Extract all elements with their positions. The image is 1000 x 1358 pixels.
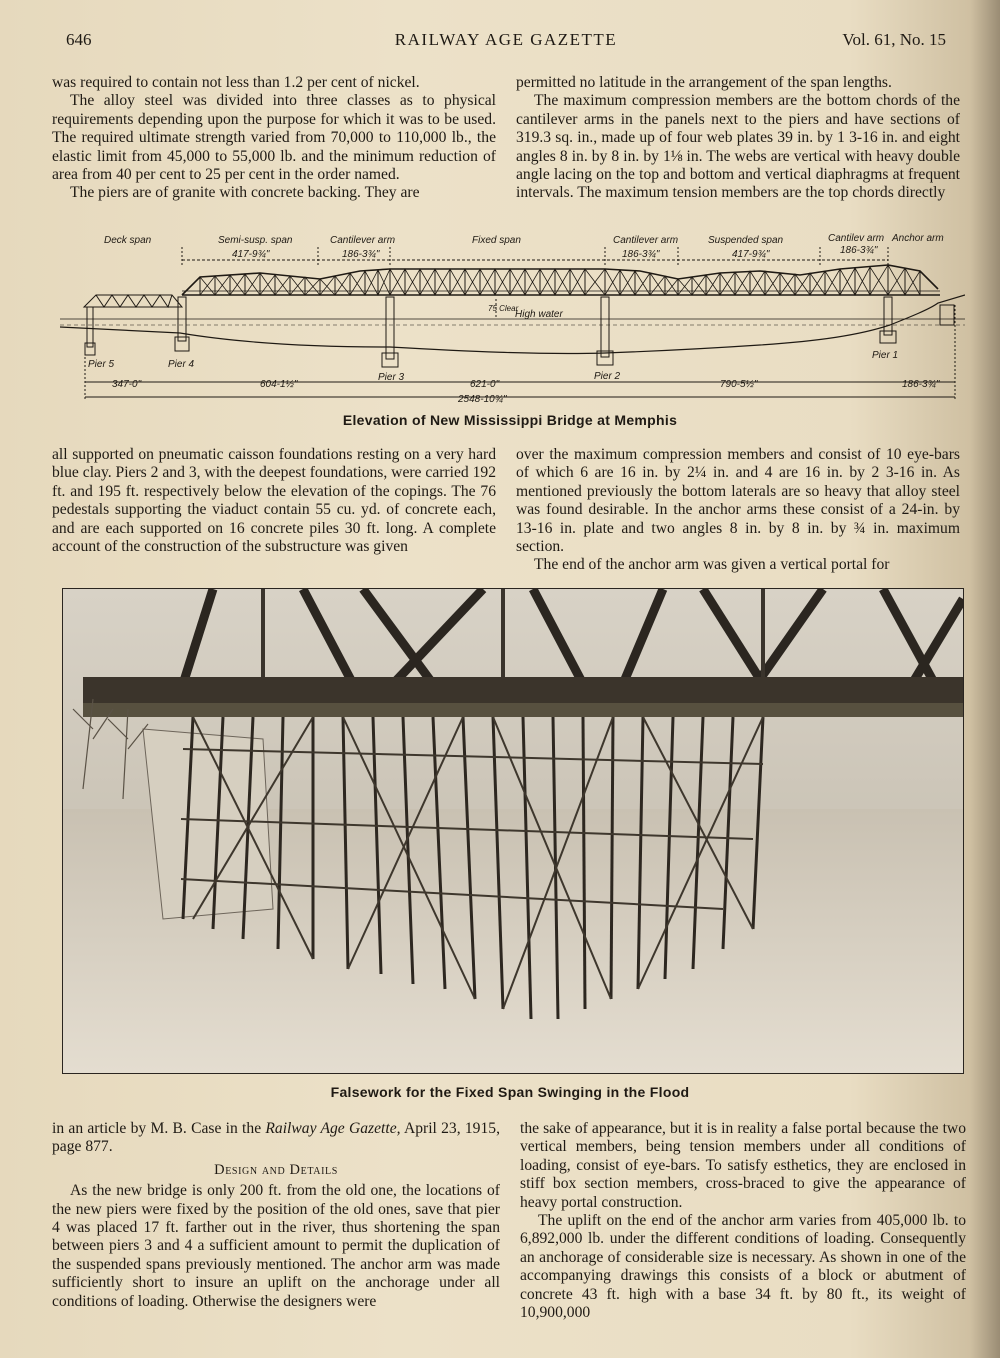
journal-title: RAILWAY AGE GAZETTE [394,30,618,49]
paragraph: the sake of appearance, but it is in reality a false portal because the two vertical members, being tension members under all conditions of loading, consist of eye-bars. To satisfy esthetics, they are enclosed in stiff box section members, cross-braced to give the appearance of heavy portal construction. [520,1120,966,1211]
dimension-label: 347-0" [112,379,142,390]
paragraph: As the new bridge is only 200 ft. from the old one, the locations of the new piers were fixed by the position of the old ones, save that pier 4 was placed 17 ft. farther out in the river, thus shortening the span between piers 3 and 4 a sufficient amount to permit the duplication of the suspended spans previously mentioned. The anchor arm was made sufficiently short to insure an uplift on the anchorage under all conditions of loading. Otherwise the designers were [52,1182,500,1310]
page-number: 646 [66,30,92,49]
dimension-label: 186-3¾" [902,379,940,390]
pier-label: Pier 3 [378,372,405,383]
paragraph [52,1120,500,1157]
high-water-label: High water [515,309,563,320]
right-column-top [516,74,960,203]
right-column-middle [516,446,960,575]
total-length-label: 2548-10¾" [458,394,507,405]
paragraph: The maximum compression members are the bottom chords of the cantilever arms in the panels next to the piers and have sections of 319.3 sq. in., made up of four web plates 39 in. by 1 3-16 in. and eight angles 8 in. by 8 in. by 1⅛ in. The webs are vertical with heavy double angle lacing on the top and bottom and vertical diaphragms at frequent intervals. The maximum tension members are the top chords directly [516,92,960,202]
left-column-bottom [52,1120,500,1311]
left-column-top [52,74,496,203]
pier-label: Pier 2 [594,371,621,382]
dimension-label: 621-0" [470,379,500,390]
dimension-label: 186-3¾" [622,249,660,260]
paragraph: The uplift on the end of the anchor arm varies from 405,000 lb. to 6,892,000 lb. under the different conditions of loading. Consequently an anchorage of considerable size is necessary. As shown in one of the accompanying drawings this consists of a block or abutment of concrete 43 ft. high with a base 34 ft. by 80 ft., its weight of 10,900,000 [520,1212,966,1322]
span-label: Cantilever arm [330,235,396,246]
volume-number: Vol. 61, No. 15 [842,30,946,49]
span-label: Anchor arm [892,233,944,244]
span-label: Cantilev arm [828,233,885,244]
right-column-bottom [520,1120,966,1322]
left-column-middle [52,446,496,556]
paragraph: The end of the anchor arm was given a vertical portal for [534,556,890,574]
dimension-label: 417-9¾" [232,249,270,260]
section-heading: Design and Details [214,1161,338,1178]
journal-reference: Railway Age Gazette, [265,1120,401,1137]
paragraph: all supported on pneumatic caisson foundations resting on a very hard blue clay. Piers 2 and 3, with the deepest foundations, were carried 192 ft. and 195 ft. respectively below the elevation of the copings. The 76 pedestals supporting the viaduct contain 55 cu. yd. of concrete each, and are each supported on 16 concrete piles 30 ft. long. A complete account of the construction of the substructure was given [52,446,496,556]
paragraph: over the maximum compression members and consist of 10 eye-bars of which 6 are 16 in. by 2¼ in. and 4 are 16 in. by 2 3-16 in. As mentioned previously the bottom laterals are so heavy that alloy steel was found desirable. In the anchor arms these consist of a 24-in. by 13-16 in. plate and two angles 8 in. by 8 in. by ¾ in. maximum section. [516,446,960,556]
paragraph: The piers are of granite with concrete backing. They are [70,184,420,202]
photo-caption: Falsework for the Fixed Span Swinging in the Flood [330,1084,690,1100]
bridge-elevation-diagram [60,225,965,405]
falsework-photograph [62,588,964,1074]
dimension-label: 186-3¾" [342,249,380,260]
dimension-label: 417-9¾" [732,249,770,260]
clearance-label: 75 Clear [488,304,519,313]
citation-text: in an article by M. B. Case in the [52,1120,266,1137]
pier-label: Pier 4 [168,359,195,370]
span-label: Semi-susp. span [218,235,293,246]
paragraph: permitted no latitude in the arrangement of the span lengths. [516,74,892,91]
paragraph: was required to contain not less than 1.2 per cent of nickel. [52,74,420,91]
running-header [66,30,946,56]
span-label: Cantilever arm [613,235,679,246]
dimension-label: 790-5½" [720,379,758,390]
dimension-label: 186-3¾" [840,245,878,256]
span-label: Fixed span [472,235,521,246]
pier-label: Pier 1 [872,350,899,361]
dimension-label: 604-1½" [260,379,298,390]
pier-label: Pier 5 [88,359,115,370]
diagram-caption: Elevation of New Mississippi Bridge at Memphis [342,412,678,428]
citation-text: April 23, 1915, page 877. [52,1120,500,1156]
span-label: Deck span [104,235,152,246]
paragraph: The alloy steel was divided into three classes as to physical requirements depending upon the purpose for which it was to be used. The required ultimate strength varied from 70,000 to 110,000 lb., the elastic limit from 45,000 to 55,000 lb. and the minimum reduction of area from 40 per cent to 25 per cent in the order named. [52,92,496,184]
span-label: Suspended span [708,235,784,246]
